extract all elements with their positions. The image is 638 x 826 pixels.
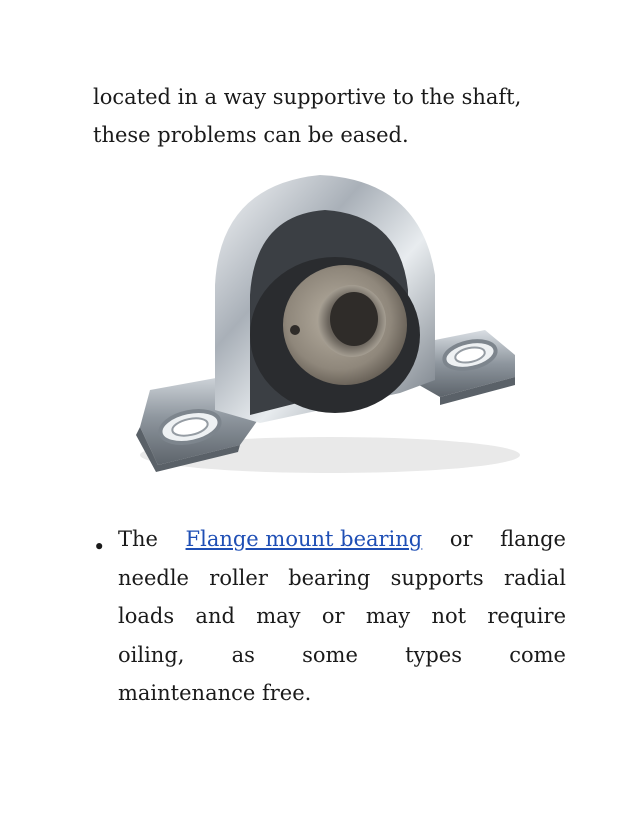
bullet-line-4 [118,636,566,675]
word: not [431,604,467,628]
word: may [365,604,411,628]
pillow-block-bearing-image [120,165,530,485]
word: come [509,642,566,667]
bullet-line-2 [118,559,566,598]
word: may [256,604,301,628]
word: or [321,604,345,628]
word: or [449,527,473,551]
bullet-text [118,520,566,713]
intro-line-1: located in a way supportive to the shaft, [93,85,522,109]
word: supports [390,565,484,590]
flange-mount-bearing-link[interactable]: Flange mount bearing [185,527,423,551]
word: loads [118,604,175,628]
word: oiling, [118,642,185,667]
word: bearing [288,565,371,590]
bullet-line-3 [118,597,566,636]
word: types [405,642,463,667]
word: require [487,604,566,628]
word: some [302,642,358,667]
bullet-line-5 [118,674,566,713]
word: maintenance free. [118,681,312,705]
intro-line-2: these problems can be eased. [93,123,409,147]
bullet-line-1 [118,520,566,559]
word: and [195,604,235,628]
bullet-marker: • [93,535,106,559]
word: radial [504,565,566,590]
word: roller [209,565,268,590]
word: as [231,642,255,667]
word: flange [500,527,566,551]
word: needle [118,565,189,590]
intro-paragraph [93,78,568,154]
word: The [118,527,158,551]
